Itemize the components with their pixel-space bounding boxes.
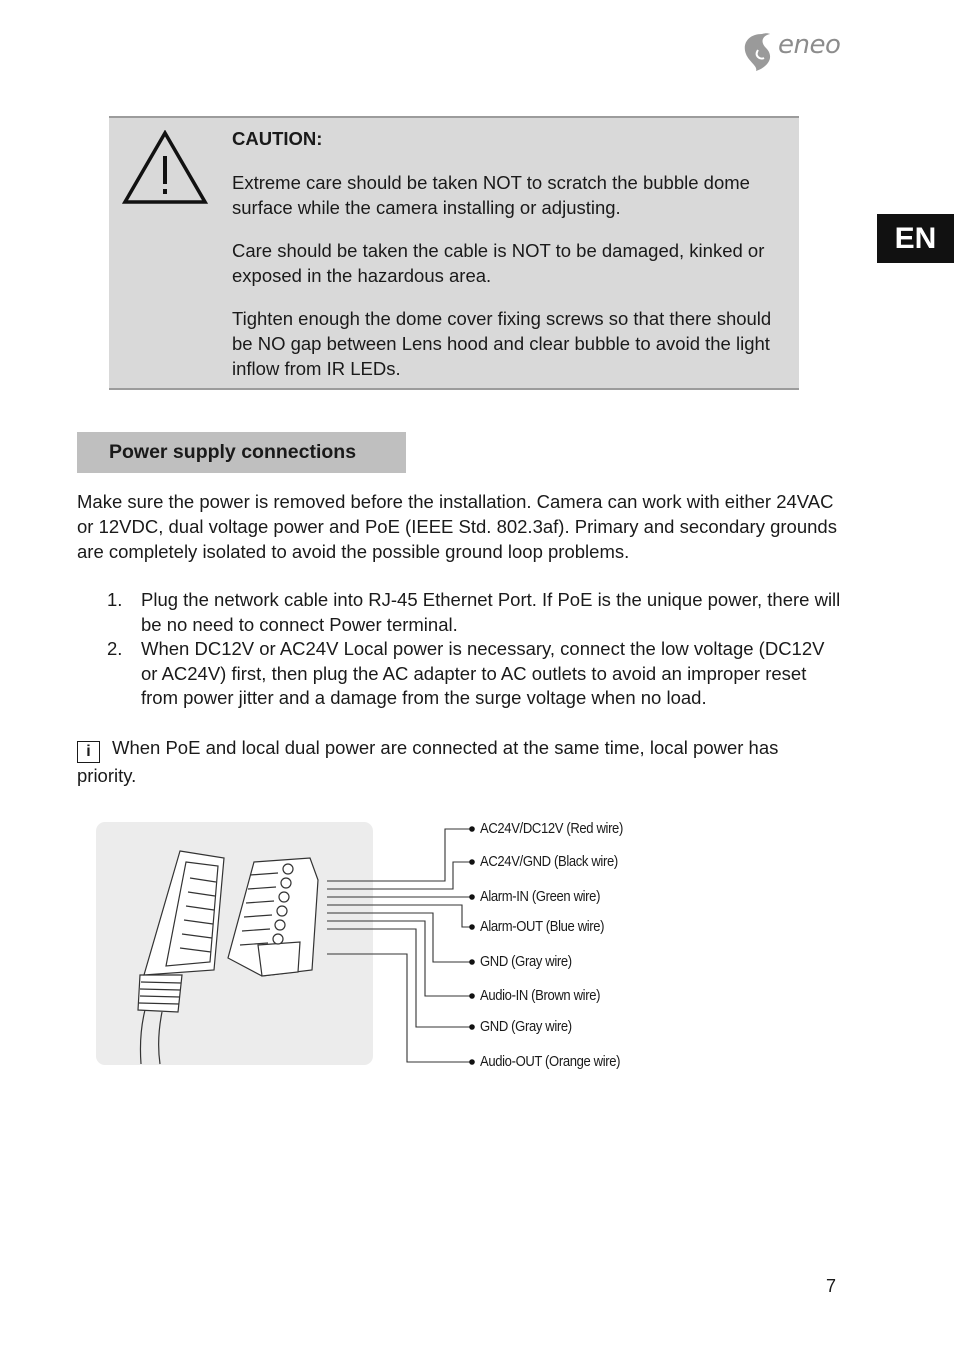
wire-label-alarm-in: Alarm-IN (Green wire) xyxy=(480,889,601,905)
list-item xyxy=(77,637,842,711)
intro-paragraph: Make sure the power is removed before the installation. Camera can work with either 24VAC or 12VDC, dual voltage power and PoE (IEEE Std. 802.3af). Primary and secondary grounds are completely isolated to avoid the possible ground loop problems. xyxy=(77,491,837,562)
brand-name: eneo xyxy=(778,30,841,60)
info-icon: i xyxy=(77,741,100,763)
wire-label-gnd-2: GND (Gray wire) xyxy=(480,1019,572,1035)
section-heading: Power supply connections xyxy=(77,432,406,473)
warning-triangle-icon xyxy=(122,130,208,206)
wire-label-alarm-out: Alarm-OUT (Blue wire) xyxy=(480,919,605,935)
leader-dots xyxy=(469,826,475,1065)
caution-paragraph: Care should be taken the cable is NOT to be damaged, kinked or exposed in the hazardous area. xyxy=(232,240,765,286)
caution-paragraph: Tighten enough the dome cover fixing screws so that there should be NO gap between Lens hood and clear bubble to avoid the light inflow from IR LEDs. xyxy=(232,308,772,379)
step-number: 2. xyxy=(107,638,123,659)
caution-paragraph: Extreme care should be taken NOT to scratch the bubble dome surface while the camera installing or adjusting. xyxy=(232,172,750,218)
caution-box xyxy=(109,116,799,390)
info-note xyxy=(77,735,842,788)
caution-text xyxy=(232,126,792,399)
wire-label-ac24v-dc12v: AC24V/DC12V (Red wire) xyxy=(480,821,623,837)
step-text: When DC12V or AC24V Local power is necessary, connect the low voltage (DC12V or AC24V) first, then plug the AC adapter to AC outlets to avoid an improper reset from power jitter and a damage from the surge voltage when no load. xyxy=(141,638,825,708)
wire-label-gnd-1: GND (Gray wire) xyxy=(480,954,572,970)
wire-label-audio-in: Audio-IN (Brown wire) xyxy=(480,988,601,1004)
language-tab: EN xyxy=(877,214,954,263)
page-number: 7 xyxy=(826,1276,837,1296)
list-item xyxy=(77,588,842,637)
step-number: 1. xyxy=(107,589,123,610)
steps-list xyxy=(77,588,842,711)
step-text: Plug the network cable into RJ-45 Ethernet Port. If PoE is the unique power, there will be no need to connect Power terminal. xyxy=(141,589,841,635)
wire-label-audio-out: Audio-OUT (Orange wire) xyxy=(480,1054,621,1070)
wire-label-ac24v-gnd: AC24V/GND (Black wire) xyxy=(480,854,618,870)
caution-title: CAUTION: xyxy=(232,128,323,149)
info-note-text: When PoE and local dual power are connected at the same time, local power has priority. xyxy=(77,737,779,786)
connector-illustration-panel xyxy=(96,822,373,1065)
